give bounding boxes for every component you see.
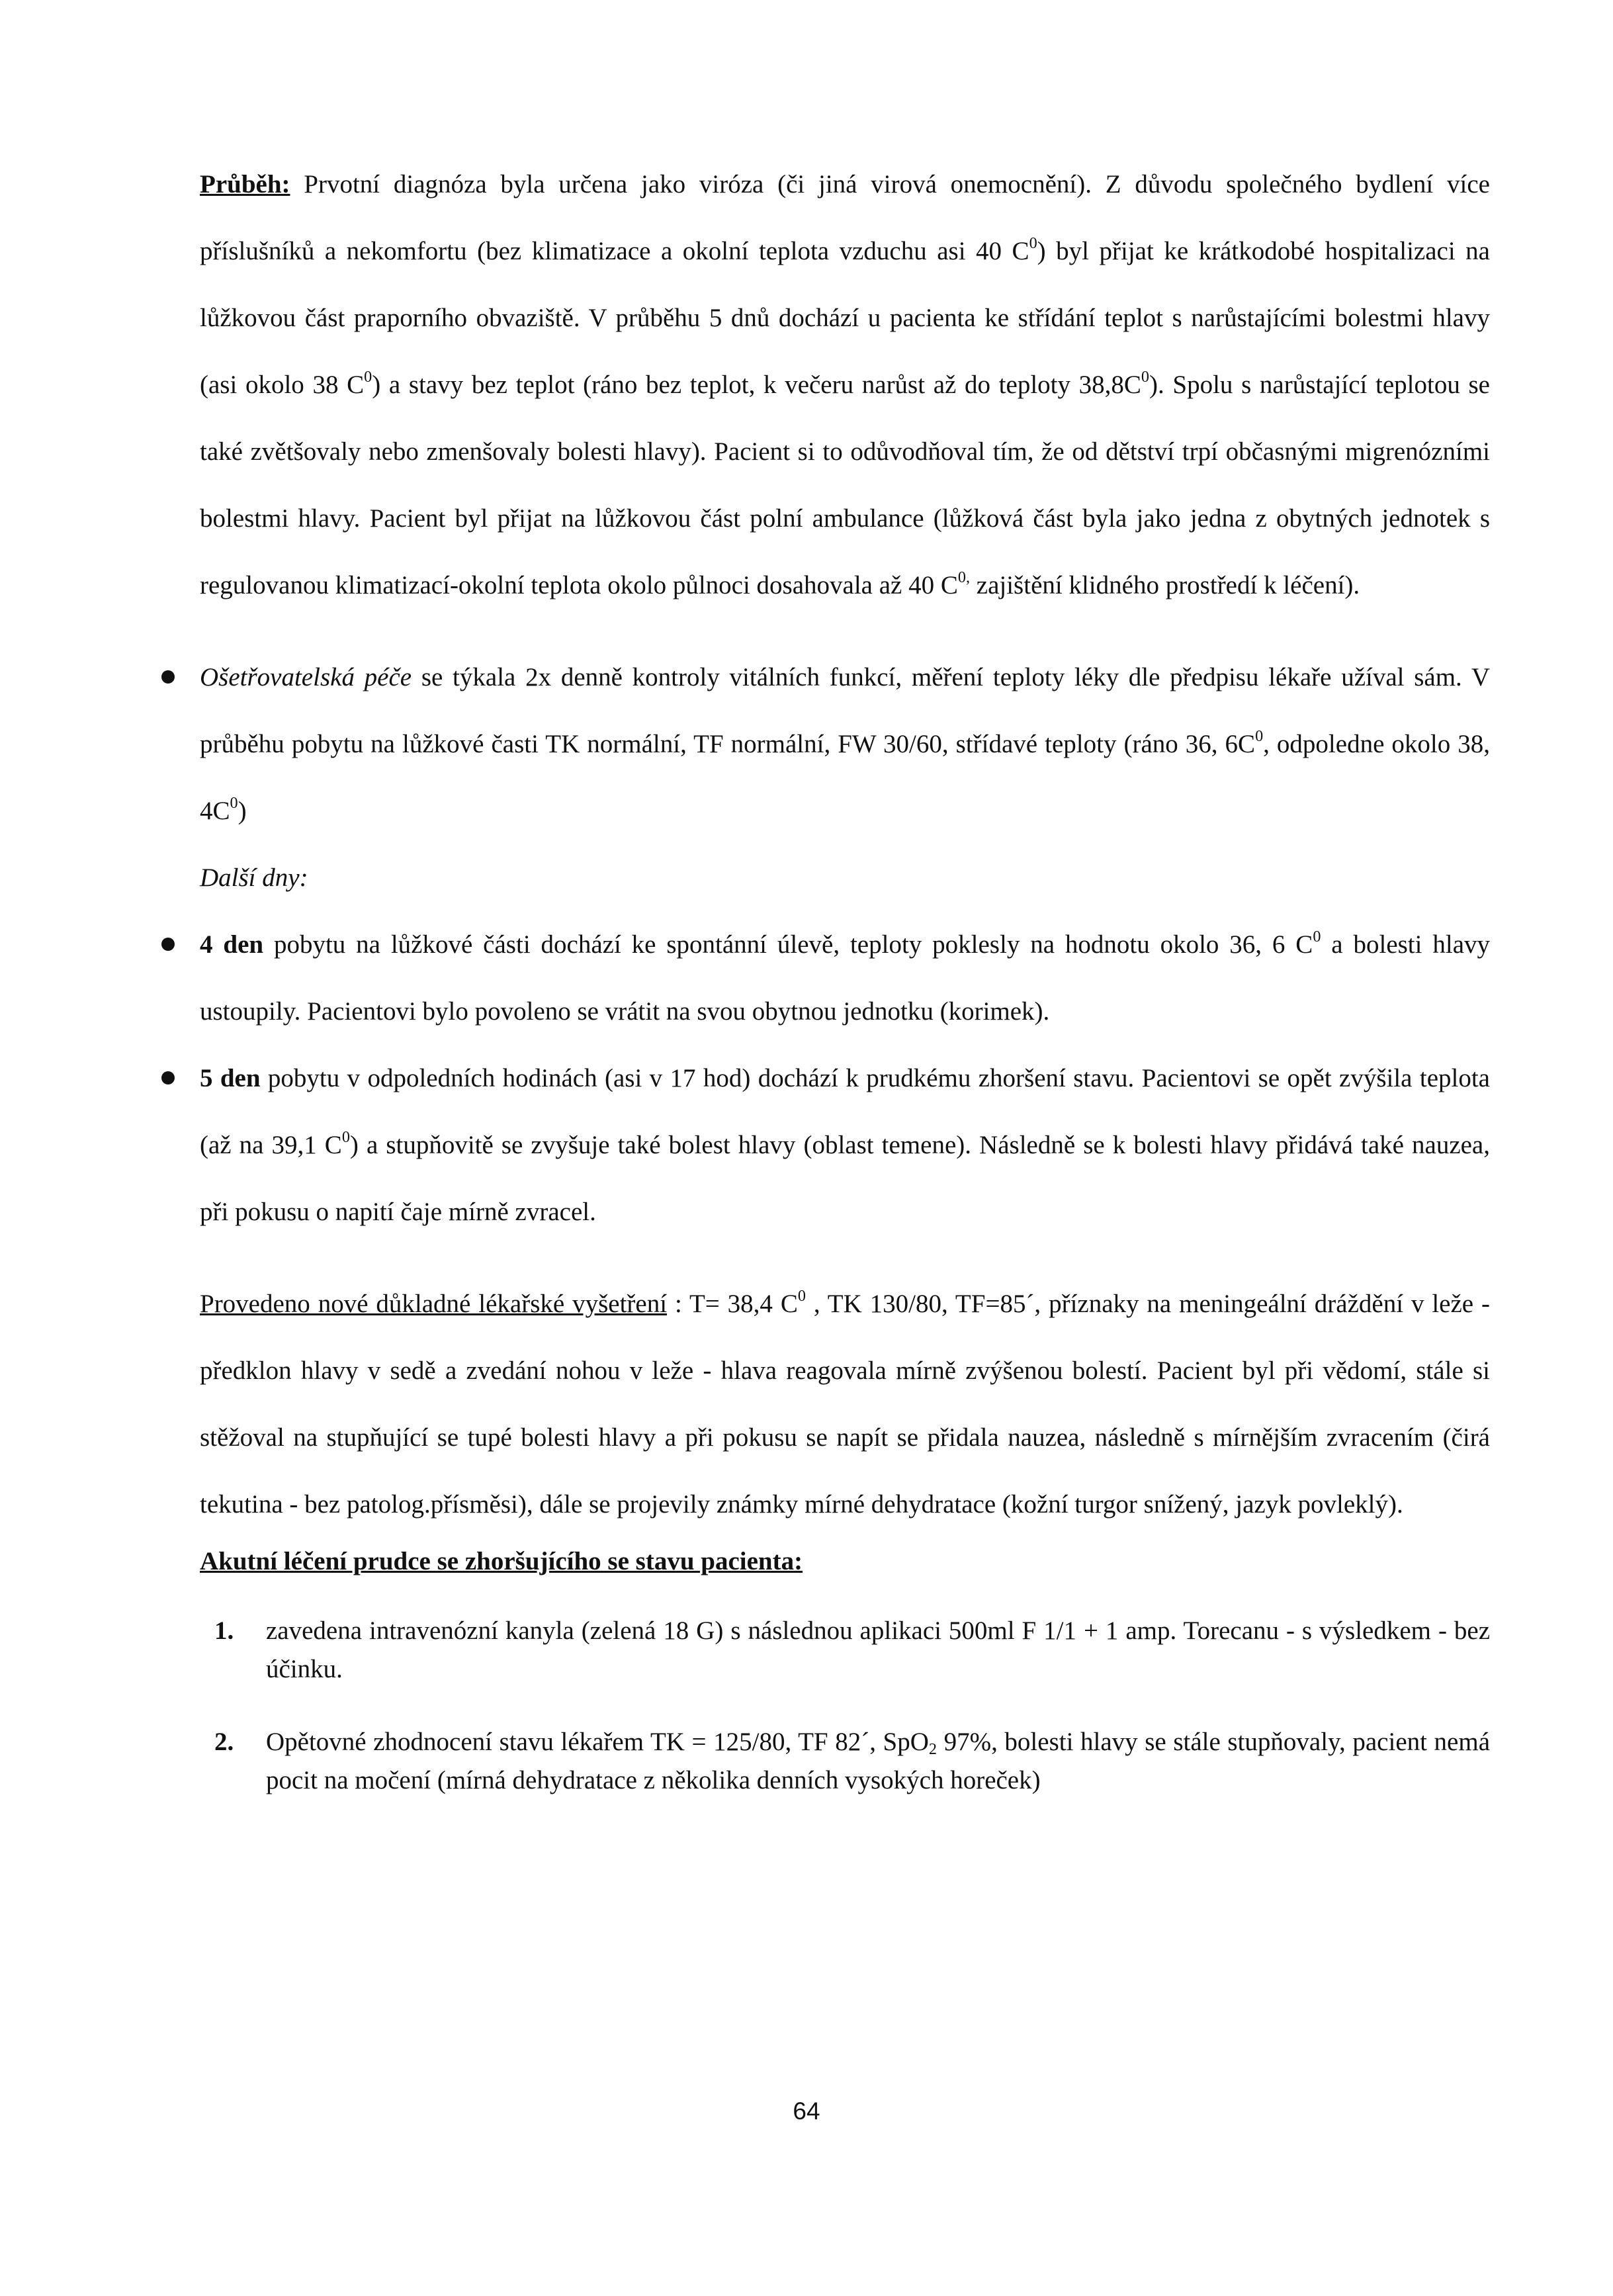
superscript: 0 (797, 1287, 806, 1305)
superscript: 0 (1313, 928, 1321, 946)
nursing-care-paragraph (200, 644, 1490, 844)
subscript: 2 (928, 1740, 937, 1759)
text-run: zajištění klidného prostředí k léčení). (970, 571, 1360, 599)
acute-treatment-heading: Akutní léčení prudce se zhoršujícího se stavu pacienta: (200, 1547, 803, 1575)
treatment-step-2 (200, 1723, 1490, 1800)
page-number: 64 (793, 2097, 820, 2125)
step-text: zavedena intravenózní kanyla (zelená 18 G) s následnou aplikaci 500ml F 1/1 + 1 amp. Torecanu - s výsledkem - bez účinku. (266, 1616, 1490, 1683)
text-run: , TK 130/80, TF=85´, příznaky na meningeální dráždění v leže - předklon hlavy v sedě a zvedání nohou v leže - hlava reagovala mírně zvýšenou bolestí. Pacient byl při vědomí, stále si stěžoval na stupňující se tupé bolesti hlavy a při pokusu se napít se přidala nauzea, následně s mírnějším zvracením (čirá tekutina - bez patolog.přísměsi), dále se projevily známky mírné dehydratace (kožní turgor snížený, jazyk povleklý). (200, 1290, 1490, 1519)
course-label: Průběh: (200, 170, 290, 199)
text-run: ). Spolu s narůstající teplotou se také zvětšovaly nebo zmenšovaly bolesti hlavy). Pacient si to odůvodňoval tím, že od dětství trpí občasnými migrenózními bolestmi hlavy. Pacient byl přijat na lůžkovou část polní ambulance (lůžková část byla jako jedna z obytných jednotek s regulovanou klimatizací-okolní teplota okolo půlnoci dosahovala až 40 C (200, 371, 1490, 599)
next-days-heading: Další dny: (200, 863, 308, 892)
text-run: a bolesti hlavy ustoupily. Pacientovi bylo povoleno se vrátit na svou obytnou jednotku (korimek). (200, 930, 1490, 1026)
text-run: pobytu v odpoledních hodinách (asi v 17 hod) dochází k prudkému zhoršení stavu. Pacientovi se opět zvýšila teplota (až na 39,1 C (200, 1064, 1490, 1159)
step-number: 2. (214, 1728, 234, 1756)
list-item-day-5 (200, 1045, 1490, 1245)
bullet-icon (161, 938, 175, 951)
course-paragraph (200, 151, 1490, 619)
text-run: se týkala 2x denně kontroly vitálních funkcí, měření teploty léky dle předpisu lékaře užíval sám. V průběhu pobytu na lůžkové časti TK normální, TF normální, FW 30/60, střídavé teploty (ráno 36, 6C (200, 663, 1490, 758)
text-run: ) byl přijat ke krátkodobé hospitalizaci na lůžkovou část praporního obvaziště. V průběhu 5 dnů dochází u pacienta ke střídání teplot s narůstajícími bolestmi hlavy (asi okolo 38 C (200, 237, 1490, 399)
superscript: 0, (957, 568, 971, 587)
text-run: ) a stavy bez teplot (ráno bez teplot, k večeru narůst až do teploty 38,8C (372, 371, 1141, 399)
text-run: ) a stupňovitě se zvyšuje také bolest hlavy (oblast temene). Následně se k bolesti hlavy přidává také nauzea, při pokusu o napití čaje mírně zvracel. (200, 1131, 1490, 1226)
superscript: 0 (230, 794, 238, 813)
bullet-icon (161, 670, 175, 684)
nursing-care-label: Ošetřovatelská péče (200, 663, 412, 691)
treatment-step-1 (200, 1612, 1490, 1689)
day-4-paragraph (200, 911, 1490, 1045)
list-item-nursing-care (200, 644, 1490, 911)
superscript: 0 (1029, 234, 1037, 253)
care-list (200, 644, 1490, 1245)
examination-paragraph (200, 1270, 1490, 1538)
text-run: 97%, bolesti hlavy se stále stupňovaly, pacient nemá pocit na močení (mírná dehydratace z několika denních vysokých horeček) (266, 1728, 1491, 1794)
bullet-icon (161, 1071, 175, 1084)
superscript: 0 (341, 1128, 350, 1147)
step-text (266, 1728, 1490, 1794)
treatment-steps (200, 1612, 1490, 1800)
text-run: Opětovné zhodnocení stavu lékařem TK = 125/80, TF 82´, SpO (266, 1728, 929, 1756)
text-run: Prvotní diagnóza byla určena jako viróza (či jiná virová onemocnění). Z důvodu společného bydlení více příslušníků a nekomfortu (bez klimatizace a okolní teplota vzduchu asi 40 C (200, 170, 1490, 265)
superscript: 0 (1141, 368, 1149, 386)
text-run: ) (238, 797, 247, 825)
day-5-paragraph (200, 1045, 1490, 1245)
superscript: 0 (364, 368, 372, 386)
text-run: , odpoledne okolo 38, 4C (200, 730, 1491, 825)
day-5-label: 5 den (200, 1064, 261, 1092)
superscript: 0 (1255, 727, 1264, 746)
step-number: 1. (214, 1616, 234, 1645)
text-run: : T= 38,4 C (667, 1290, 798, 1318)
document-body (200, 151, 1490, 1800)
examination-label: Provedeno nové důkladné lékařské vyšetření (200, 1290, 668, 1318)
day-4-label: 4 den (200, 930, 264, 959)
list-item-day-4 (200, 911, 1490, 1045)
text-run: pobytu na lůžkové části dochází ke spontánní úlevě, teploty poklesly na hodnotu okolo 36, 6 C (263, 930, 1313, 959)
